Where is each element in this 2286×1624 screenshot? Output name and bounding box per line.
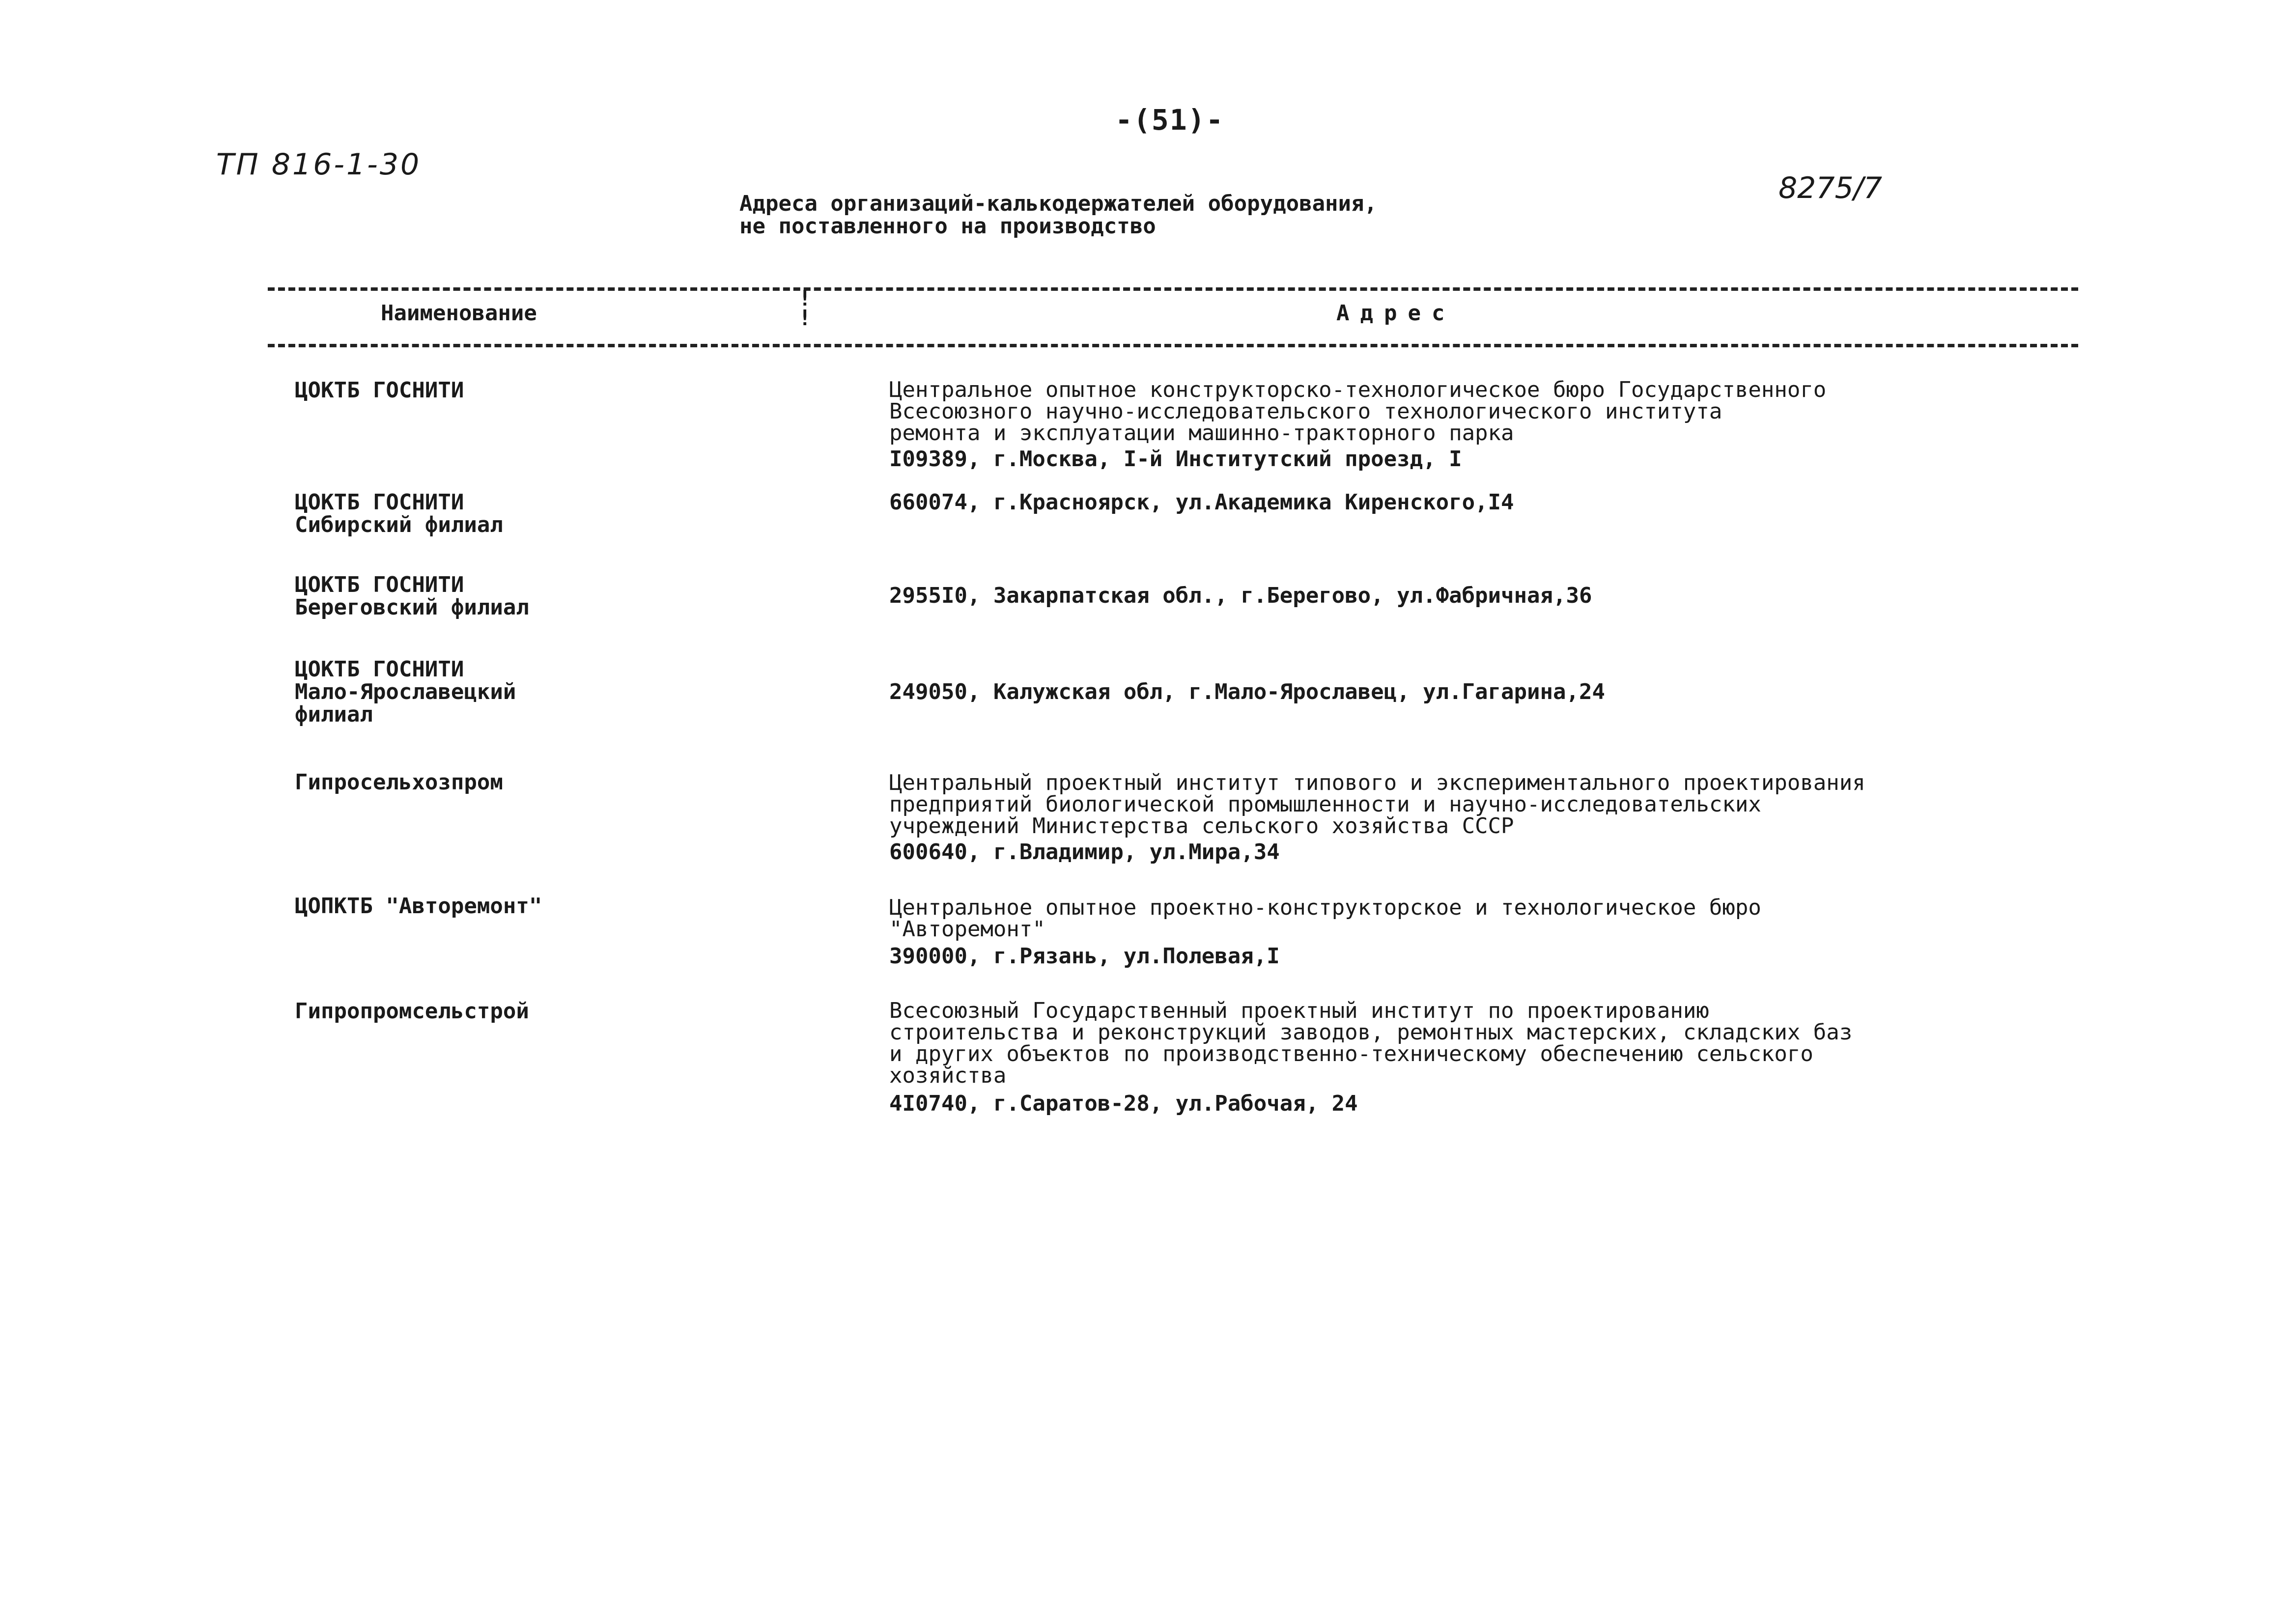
table-row-name: Гипросельхозпром [295, 770, 503, 795]
title-line-1: Адреса организаций-калькодержателей оборудования, [739, 191, 1378, 216]
table-row-address: 600640, г.Владимир, ул.Мира,34 [889, 840, 1280, 865]
table-row-address: I09389, г.Москва, I-й Институтский проезд, I [889, 447, 1462, 472]
table-header-rule [268, 344, 2078, 347]
table-row-name: ЦОКТБ ГОСНИТИ Сибирский филиал [295, 490, 503, 537]
table-row-address: 4I0740, г.Саратов-28, ул.Рабочая, 24 [889, 1091, 1358, 1116]
document-title [739, 193, 1377, 238]
table-top-rule [268, 287, 2078, 291]
table-row-description: Всесоюзный Государственный проектный институт по проектированию строительства и реконструкций заводов, ремонтных мастерских, складских баз и других объектов по производственно-техническому обеспечению сельского хозяйства [889, 998, 1853, 1088]
title-line-2: не поставленного на производство [739, 214, 1156, 239]
table-row-name: ЦОКТБ ГОСНИТИ [295, 378, 464, 403]
table-row-address: 249050, Калужская обл, г.Мало-Ярославец, ул.Гагарина,24 [889, 679, 1605, 704]
table-row-address: 660074, г.Красноярск, ул.Академика Киренского,I4 [889, 490, 1514, 515]
column-separator: ! ! [798, 286, 812, 331]
column-header-name: Наименование [381, 301, 537, 326]
table-row-description: Центральный проектный институт типового и экспериментального проектирования предприятий биологической промышленности и научно-исследовательских учреждений Министерства сельского хозяйства СССР [889, 770, 1865, 839]
table-row-name: Гипропромсельстрой [295, 999, 529, 1024]
document-reference: 8275/7 [1778, 171, 1883, 205]
table-row-name: ЦОКТБ ГОСНИТИ Мало-Ярославецкий филиал [295, 657, 516, 727]
document-code: ТП 816-1-30 [216, 147, 422, 182]
table-row-description: Центральное опытное проектно-конструкторское и технологическое бюро "Авторемонт" [889, 895, 1761, 942]
table-row-description: Центральное опытное конструкторско-технологическое бюро Государственного Всесоюзного научно-исследовательского технологического института ремонта и эксплуатации машинно-тракторного парка [889, 377, 1827, 446]
table-row-name: ЦОПКТБ "Авторемонт" [295, 894, 542, 919]
table-row-address: 2955I0, Закарпатская обл., г.Берегово, ул.Фабричная,36 [889, 583, 1592, 608]
table-row-name: ЦОКТБ ГОСНИТИ Береговский филиал [295, 572, 529, 620]
page-number: -(51)- [1115, 103, 1224, 137]
table-row-address: 390000, г.Рязань, ул.Полевая,I [889, 944, 1280, 969]
column-header-address: Адрес [1336, 301, 1456, 326]
